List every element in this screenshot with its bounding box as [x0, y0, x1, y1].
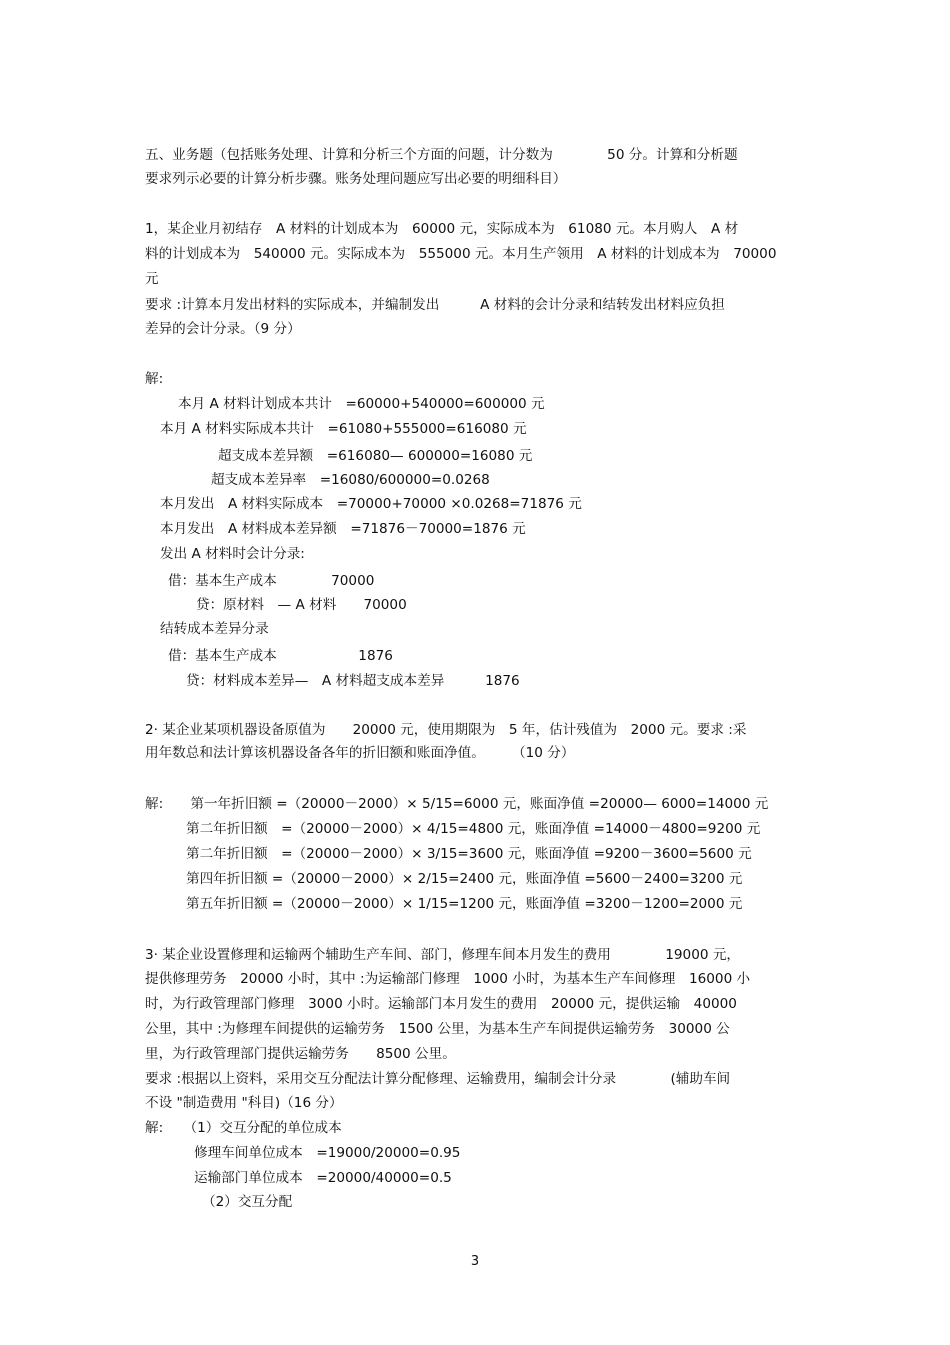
q3-text-line: 时，为行政管理部门修理 3000 小时。运输部门本月发生的费用 20000 元，提供运输 40000	[145, 996, 737, 1012]
q3-solution-line: 解: （1）交互分配的单位成本	[145, 1120, 342, 1136]
section-heading-line-1: 五、业务题（包括账务处理、计算和分析三个方面的问题，计分数为 50 分。计算和分析题	[145, 147, 738, 163]
q3-solution-line: 运输部门单位成本 =20000/40000=0.5	[194, 1170, 452, 1186]
section-heading-line-2: 要求列示必要的计算分析步骤。账务处理问题应写出必要的明细科目）	[145, 171, 567, 187]
q1-journal-entry-debit: 借：基本生产成本 70000	[168, 573, 375, 589]
q1-requirement-line-2: 差异的会计分录。（9 分）	[145, 321, 301, 337]
q3-requirement-line: 要求 :根据以上资料，采用交互分配法计算分配修理、运输费用，编制会计分录 (辅助车间	[145, 1071, 731, 1087]
q2-solution-line: 第四年折旧额 =（20000－2000）× 2/15=2400 元，账面净值 =5600－2400=3200 元	[186, 871, 743, 887]
q1-solution-line: 发出 A 材料时会计分录:	[160, 546, 305, 562]
q1-requirement-line-1: 要求 :计算本月发出材料的实际成本，并编制发出 A 材料的会计分录和结转发出材料应负担	[145, 297, 725, 313]
q1-text-line-1: 1，某企业月初结存 A 材料的计划成本为 60000 元，实际成本为 61080 元。本月购人 A 材	[145, 221, 739, 237]
q1-solution-line: 本月 A 材料计划成本共计 =60000+540000=600000 元	[178, 396, 545, 412]
page-number: 3	[470, 1254, 480, 1269]
q3-text-line: 里，为行政管理部门提供运输劳务 8500 公里。	[145, 1046, 456, 1062]
q3-text-line: 提供修理劳务 20000 小时，其中 :为运输部门修理 1000 小时，为基本生产车间修理 16000 小	[145, 971, 751, 987]
q3-text-line: 公里，其中 :为修理车间提供的运输劳务 1500 公里，为基本生产车间提供运输劳务 30000 公	[145, 1021, 730, 1037]
q1-solution-line: 结转成本差异分录	[160, 621, 269, 637]
q3-requirement-line: 不设 "制造费用 "科目)（16 分）	[145, 1095, 343, 1111]
q1-journal-entry-debit: 借：基本生产成本 1876	[168, 648, 393, 664]
q3-solution-line: （2）交互分配	[202, 1194, 293, 1210]
q3-text-line: 3· 某企业设置修理和运输两个辅助生产车间、部门，修理车间本月发生的费用 19000 元，	[145, 947, 741, 963]
q1-text-line-2: 料的计划成本为 540000 元。实际成本为 555000 元。本月生产领用 A 材料的计划成本为 70000	[145, 246, 777, 262]
q1-solution-line: 本月发出 A 材料实际成本 =70000+70000 ×0.0268=71876 元	[160, 496, 582, 512]
q2-solution-line: 第二年折旧额 =（20000－2000）× 3/15=3600 元，账面净值 =9200－3600=5600 元	[186, 846, 752, 862]
q1-solution-line: 本月发出 A 材料成本差异额 =71876－70000=1876 元	[160, 521, 526, 537]
q1-solution-line: 超支成本差异额 =616080— 600000=16080 元	[218, 448, 533, 464]
q2-solution-line: 第五年折旧额 =（20000－2000）× 1/15=1200 元，账面净值 =3200－1200=2000 元	[186, 896, 743, 912]
q1-solution-line: 本月 A 材料实际成本共计 =61080+555000=616080 元	[160, 421, 527, 437]
q2-solution-line: 解: 第一年折旧额 =（20000－2000）× 5/15=6000 元，账面净值 =20000— 6000=14000 元	[145, 796, 769, 812]
q1-solution-label: 解:	[145, 371, 164, 387]
q1-solution-line: 超支成本差异率 =16080/600000=0.0268	[211, 472, 490, 488]
q3-solution-line: 修理车间单位成本 =19000/20000=0.95	[194, 1145, 461, 1161]
q1-journal-entry-credit: 贷：原材料 — A 材料 70000	[196, 597, 407, 613]
q1-journal-entry-credit: 贷：材料成本差异— A 材料超支成本差异 1876	[186, 673, 520, 689]
q2-solution-line: 第二年折旧额 =（20000－2000）× 4/15=4800 元，账面净值 =14000－4800=9200 元	[186, 821, 761, 837]
q2-text-line-2: 用年数总和法计算该机器设备各年的折旧额和账面净值。 （10 分）	[145, 745, 575, 761]
q2-text-line-1: 2· 某企业某项机器设备原值为 20000 元，使用期限为 5 年，估计残值为 2000 元。要求 :采	[145, 722, 747, 738]
q1-text-line-3: 元	[145, 271, 159, 287]
